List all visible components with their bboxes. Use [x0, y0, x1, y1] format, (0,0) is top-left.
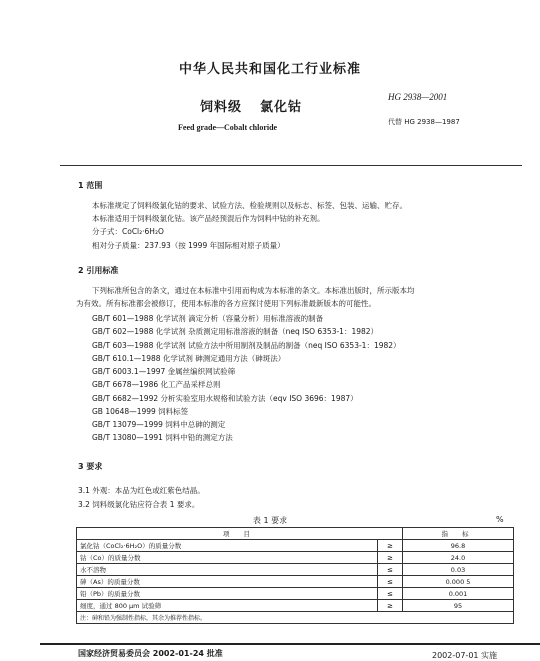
table-row: [77, 552, 514, 564]
row-item: 铅（Pb）的质量分数: [77, 588, 378, 600]
section-2-intro: 为有效。所有标准都会被修订，使用本标准的各方应探讨使用下列标准最新版本的可能性。: [76, 299, 376, 308]
replaces-standard: 代替 HG 2938—1987: [388, 118, 460, 126]
table-row: [77, 540, 514, 552]
row-item: 氯化钴（CoCl₂·6H₂O）的质量分数: [77, 540, 378, 552]
reference-item: GB/T 6003.1—1997 金属丝编织网试验筛: [92, 367, 236, 376]
section-3-item: 3.2 饲料级氯化钴应符合表 1 要求。: [78, 500, 200, 509]
section-1-line: 相对分子质量：237.93（按 1999 年国际相对原子质量）: [92, 241, 285, 250]
row-value: 96.8: [403, 540, 514, 552]
reference-item: GB/T 610.1—1988 化学试剂 砷测定通用方法（砷斑法）: [92, 354, 286, 363]
section-1-heading: 1 范围: [78, 181, 103, 190]
row-symbol: ≤: [378, 588, 403, 600]
requirements-table: [76, 527, 514, 624]
table-row: [77, 564, 514, 576]
row-symbol: ≤: [378, 576, 403, 588]
footer-divider: [40, 643, 540, 645]
reference-item: GB/T 603—1988 化学试剂 试验方法中所用制剂及制品的制备（neq ISO 6353-1：1982）: [92, 341, 401, 350]
reference-item: GB/T 13080—1991 饲料中铅的测定方法: [92, 433, 233, 442]
title-part2: 氯化钴: [260, 100, 303, 115]
row-value: 0.03: [403, 564, 514, 576]
reference-item: GB/T 602—1988 化学试剂 杂质测定用标准溶液的制备（neq ISO 6353-1：1982）: [92, 327, 379, 336]
row-symbol: ≤: [378, 564, 403, 576]
row-item: 钴（Co）的质量分数: [77, 552, 378, 564]
table-note-row: [77, 612, 514, 624]
section-1-line: 本标准规定了饲料级氯化钴的要求、试验方法、检验规则以及标志、标签、包装、运输、贮存。: [92, 201, 407, 210]
table-title: 表 1 要求: [252, 516, 288, 525]
table-row: [77, 576, 514, 588]
table-row: [77, 600, 514, 612]
english-title: Feed grade—Cobalt chloride: [178, 123, 278, 132]
standard-number: HG 2938—2001: [388, 92, 448, 102]
section-2-heading: 2 引用标准: [78, 266, 119, 275]
reference-item: GB/T 13079—1999 饲料中总砷的测定: [92, 420, 226, 429]
row-value: 95: [403, 600, 514, 612]
implementation-date: 2002-07-01 实施: [432, 651, 498, 660]
section-3-heading: 3 要求: [78, 462, 103, 471]
column-header-value: 指 标: [403, 528, 514, 540]
row-symbol: ≥: [378, 540, 403, 552]
row-symbol: ≥: [378, 600, 403, 612]
row-item: 砷（As）的质量分数: [77, 576, 378, 588]
title-part1: 饲料级: [200, 100, 243, 115]
table-header-row: [77, 528, 514, 540]
row-value: 0.001: [403, 588, 514, 600]
row-item: 水不溶物: [77, 564, 378, 576]
section-1-line: 分子式：CoCl₂·6H₂O: [92, 227, 164, 236]
section-1-line: 本标准适用于饲料级氯化钴。该产品经预混后作为饲料中钴的补充剂。: [92, 214, 325, 223]
header-divider: [60, 165, 522, 166]
section-2-intro: 下列标准所包含的条文，通过在本标准中引用而构成为本标准的条文。本标准出版时，所示版本均: [92, 286, 415, 295]
table-note: 注：砷和铅为强制性指标，其余为推荐性指标。: [77, 612, 514, 624]
section-3-item: 3.1 外观：本品为红色或红紫色结晶。: [78, 486, 205, 495]
row-value: 0.000 5: [403, 576, 514, 588]
reference-item: GB/T 6682—1992 分析实验室用水规格和试验方法（eqv ISO 3696：1987）: [92, 394, 358, 403]
approval-line: 国家经济贸易委员会 2002-01-24 批准: [78, 649, 223, 658]
org-title: 中华人民共和国化工行业标准: [178, 62, 361, 77]
row-item: 细度，通过 800 μm 试验筛: [77, 600, 378, 612]
row-symbol: ≥: [378, 552, 403, 564]
reference-item: GB/T 6678—1986 化工产品采样总则: [92, 380, 221, 389]
document-title: [200, 96, 302, 115]
reference-item: GB/T 601—1988 化学试剂 滴定分析（容量分析）用标准溶液的制备: [92, 314, 324, 323]
reference-item: GB 10648—1999 饲料标签: [92, 407, 189, 416]
table-row: [77, 588, 514, 600]
column-header-item: 项 目: [77, 528, 403, 540]
table-unit: %: [496, 515, 504, 524]
row-value: 24.0: [403, 552, 514, 564]
